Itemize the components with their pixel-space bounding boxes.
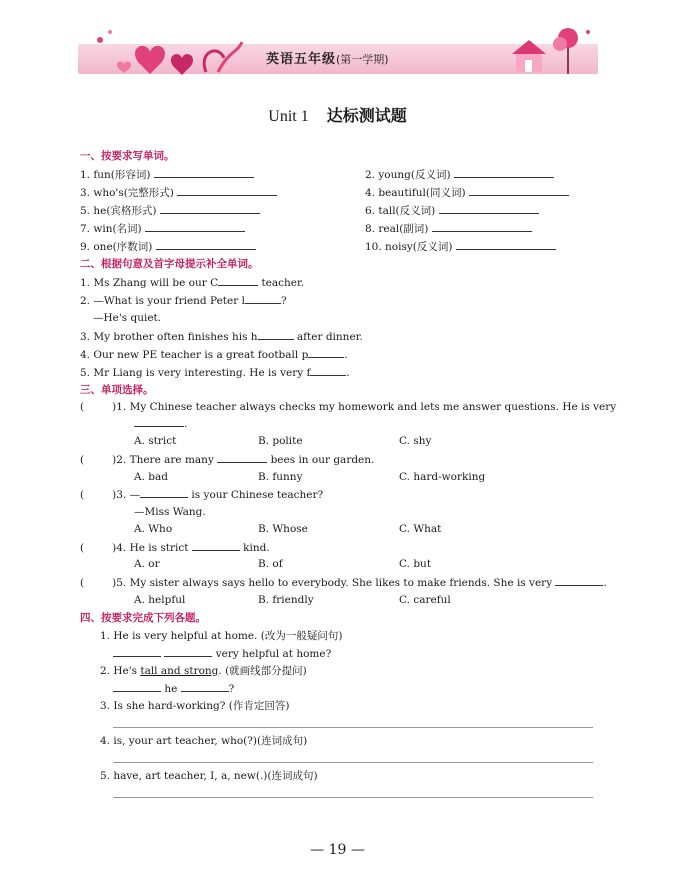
- s1-item-1: [80, 167, 254, 182]
- q-number: )1.: [112, 401, 127, 413]
- s1-item-1-text: 1. fun(形容词): [80, 169, 151, 181]
- s2-item-1-pre: 1. Ms Zhang will be our C: [80, 277, 219, 289]
- q-text: —: [129, 489, 141, 501]
- s2-item-2-reply: —He's quiet.: [93, 312, 162, 324]
- s2-item-4-post: .: [344, 349, 348, 361]
- s3-q1-option-a[interactable]: A. strict: [134, 435, 177, 447]
- open-paren: (: [80, 577, 85, 589]
- s2-item-2-pre: 2. —What is your friend Peter l: [80, 295, 245, 307]
- s3-q1-blank-line: [134, 416, 187, 431]
- q-text: He is strict: [129, 542, 189, 554]
- s4-q2-underlined: tall and strong: [140, 665, 219, 677]
- unit-title: [0, 103, 675, 126]
- s4-q2-pre: 2. He's: [100, 665, 141, 677]
- answer-blank[interactable]: [555, 575, 603, 586]
- answer-blank[interactable]: [113, 646, 161, 657]
- s2-item-2: [80, 293, 287, 308]
- open-paren: (: [80, 401, 85, 413]
- s1-item-6: [365, 203, 539, 218]
- s4-q4: 4. is, your art teacher, who(?)(连词成句): [100, 735, 308, 747]
- answer-blank[interactable]: [217, 452, 267, 463]
- answer-blank[interactable]: [192, 540, 240, 551]
- answer-blank[interactable]: [218, 275, 258, 286]
- s3-q5: [80, 575, 607, 590]
- s1-item-10-text: 10. noisy(反义词): [365, 241, 453, 253]
- s4-q2-answer-mid: he: [164, 683, 178, 695]
- s4-q2: [100, 664, 307, 678]
- q-text: kind.: [243, 542, 270, 554]
- s1-item-8-text: 8. real(副词): [365, 223, 429, 235]
- answer-blank[interactable]: [469, 185, 569, 196]
- answer-blank[interactable]: [181, 681, 229, 692]
- s1-item-2: [365, 167, 554, 182]
- section2-heading: 二、根据句意及首字母提示补全单词。: [80, 258, 259, 270]
- unit-label: Unit 1: [268, 108, 309, 125]
- section4-heading: 四、按要求完成下列各题。: [80, 612, 206, 624]
- section3-heading: 三、单项选择。: [80, 384, 154, 396]
- open-paren: (: [80, 454, 85, 466]
- s4-q1: 1. He is very helpful at home. (改为一般疑问句): [100, 630, 343, 642]
- answer-blank[interactable]: [456, 239, 556, 250]
- s1-item-3-text: 3. who's(完整形式): [80, 187, 174, 199]
- s4-q5: 5. have, art teacher, I, a, new(.)(连词成句): [100, 770, 318, 782]
- s2-item-4: [80, 347, 348, 362]
- s4-q5-answer-line[interactable]: [113, 797, 593, 798]
- s3-q5-option-b[interactable]: B. friendly: [258, 594, 314, 606]
- s4-q1-answer-row: [113, 646, 331, 661]
- q-text: My Chinese teacher always checks my homework and lets me answer questions. He is very: [129, 401, 617, 413]
- answer-blank[interactable]: [245, 293, 281, 304]
- q-text: is your Chinese teacher?: [191, 489, 324, 501]
- s1-item-7-text: 7. win(名词): [80, 223, 142, 235]
- s3-q2-option-c[interactable]: C. hard-working: [399, 471, 486, 483]
- book-title-text: 英语五年级: [266, 52, 337, 67]
- s3-q4-option-c[interactable]: C. but: [399, 558, 432, 570]
- s1-item-7: [80, 221, 245, 236]
- s4-q3-answer-line[interactable]: [113, 727, 593, 728]
- hearts-decoration-icon: [78, 22, 258, 78]
- book-subtitle: (第一学期): [336, 53, 389, 66]
- s2-item-1-post: teacher.: [258, 277, 305, 289]
- q-text: My sister always says hello to everybody. She likes to make friends. She is very: [129, 577, 553, 589]
- answer-blank[interactable]: [145, 221, 245, 232]
- s4-q3: 3. Is she hard-working? (作肯定回答): [100, 700, 290, 712]
- s3-q2-option-a[interactable]: A. bad: [134, 471, 168, 483]
- answer-blank[interactable]: [177, 185, 277, 196]
- s4-q1-answer-text: very helpful at home?: [215, 648, 332, 660]
- answer-blank[interactable]: [439, 203, 539, 214]
- s2-item-5: [80, 365, 350, 380]
- s1-item-2-text: 2. young(反义词): [365, 169, 451, 181]
- book-title: [266, 48, 389, 67]
- s1-item-9: [80, 239, 256, 254]
- s2-item-3: [80, 329, 363, 344]
- s3-q2-option-b[interactable]: B. funny: [258, 471, 303, 483]
- s2-item-3-pre: 3. My brother often finishes his h: [80, 331, 258, 343]
- answer-blank[interactable]: [113, 681, 161, 692]
- s3-q3-option-c[interactable]: C. What: [399, 523, 442, 535]
- answer-blank[interactable]: [310, 365, 346, 376]
- s1-item-4: [365, 185, 569, 200]
- open-paren: (: [80, 489, 85, 501]
- q-tail: .: [603, 577, 607, 589]
- s3-q1: [80, 400, 616, 414]
- s3-q1-option-c[interactable]: C. shy: [399, 435, 432, 447]
- answer-blank[interactable]: [140, 487, 188, 498]
- q-number: )5.: [112, 577, 127, 589]
- answer-blank[interactable]: [160, 203, 260, 214]
- q-text: bees in our garden.: [270, 454, 375, 466]
- q-number: )4.: [112, 542, 127, 554]
- s3-q4-option-a[interactable]: A. or: [134, 558, 160, 570]
- s2-item-3-post: after dinner.: [293, 331, 363, 343]
- s4-q4-answer-line[interactable]: [113, 762, 593, 763]
- answer-blank[interactable]: [432, 221, 532, 232]
- s1-item-9-text: 9. one(序数词): [80, 241, 153, 253]
- s1-item-6-text: 6. tall(反义词): [365, 205, 436, 217]
- s1-item-10: [365, 239, 556, 254]
- s4-q2-answer-row: [113, 681, 234, 696]
- answer-blank[interactable]: [258, 329, 294, 340]
- page-number: — 19 —: [310, 842, 365, 858]
- s1-item-4-text: 4. beautiful(同义词): [365, 187, 466, 199]
- s2-item-2-post: ?: [280, 295, 287, 307]
- open-paren: (: [80, 542, 85, 554]
- s3-q5-option-c[interactable]: C. careful: [399, 594, 451, 606]
- answer-blank[interactable]: [454, 167, 554, 178]
- s3-q3: [80, 487, 323, 502]
- answer-blank[interactable]: [134, 416, 184, 427]
- s1-item-5-text: 5. he(宾格形式): [80, 205, 157, 217]
- s3-q4-option-b[interactable]: B. of: [258, 558, 283, 570]
- s4-q2-answer-end: ?: [228, 683, 235, 695]
- s2-item-4-pre: 4. Our new PE teacher is a great football p: [80, 349, 309, 361]
- s3-q3-reply: —Miss Wang.: [134, 506, 206, 518]
- s3-q3-option-b[interactable]: B. Whose: [258, 523, 308, 535]
- s3-q5-option-a[interactable]: A. helpful: [134, 594, 186, 606]
- q-number: )3.: [112, 489, 127, 501]
- s2-item-1: [80, 275, 304, 290]
- s3-q1-option-b[interactable]: B. polite: [258, 435, 303, 447]
- s2-item-5-post: .: [346, 367, 350, 379]
- answer-blank[interactable]: [154, 167, 254, 178]
- house-tree-decoration-icon: [498, 22, 598, 78]
- answer-blank[interactable]: [156, 239, 256, 250]
- s4-q2-post: . (就画线部分提问): [218, 665, 307, 677]
- q-tail: .: [184, 418, 188, 430]
- header-banner: [78, 22, 598, 78]
- answer-blank[interactable]: [164, 646, 212, 657]
- s1-item-8: [365, 221, 532, 236]
- s1-item-5: [80, 203, 260, 218]
- s3-q2: [80, 452, 374, 467]
- s3-q3-option-a[interactable]: A. Who: [134, 523, 173, 535]
- q-text: There are many: [129, 454, 214, 466]
- s2-item-5-pre: 5. Mr Liang is very interesting. He is very f: [80, 367, 311, 379]
- q-number: )2.: [112, 454, 127, 466]
- s1-item-3: [80, 185, 277, 200]
- s3-q4: [80, 540, 270, 555]
- answer-blank[interactable]: [308, 347, 344, 358]
- unit-name: 达标测试题: [326, 106, 407, 125]
- section1-heading: 一、按要求写单词。: [80, 150, 175, 162]
